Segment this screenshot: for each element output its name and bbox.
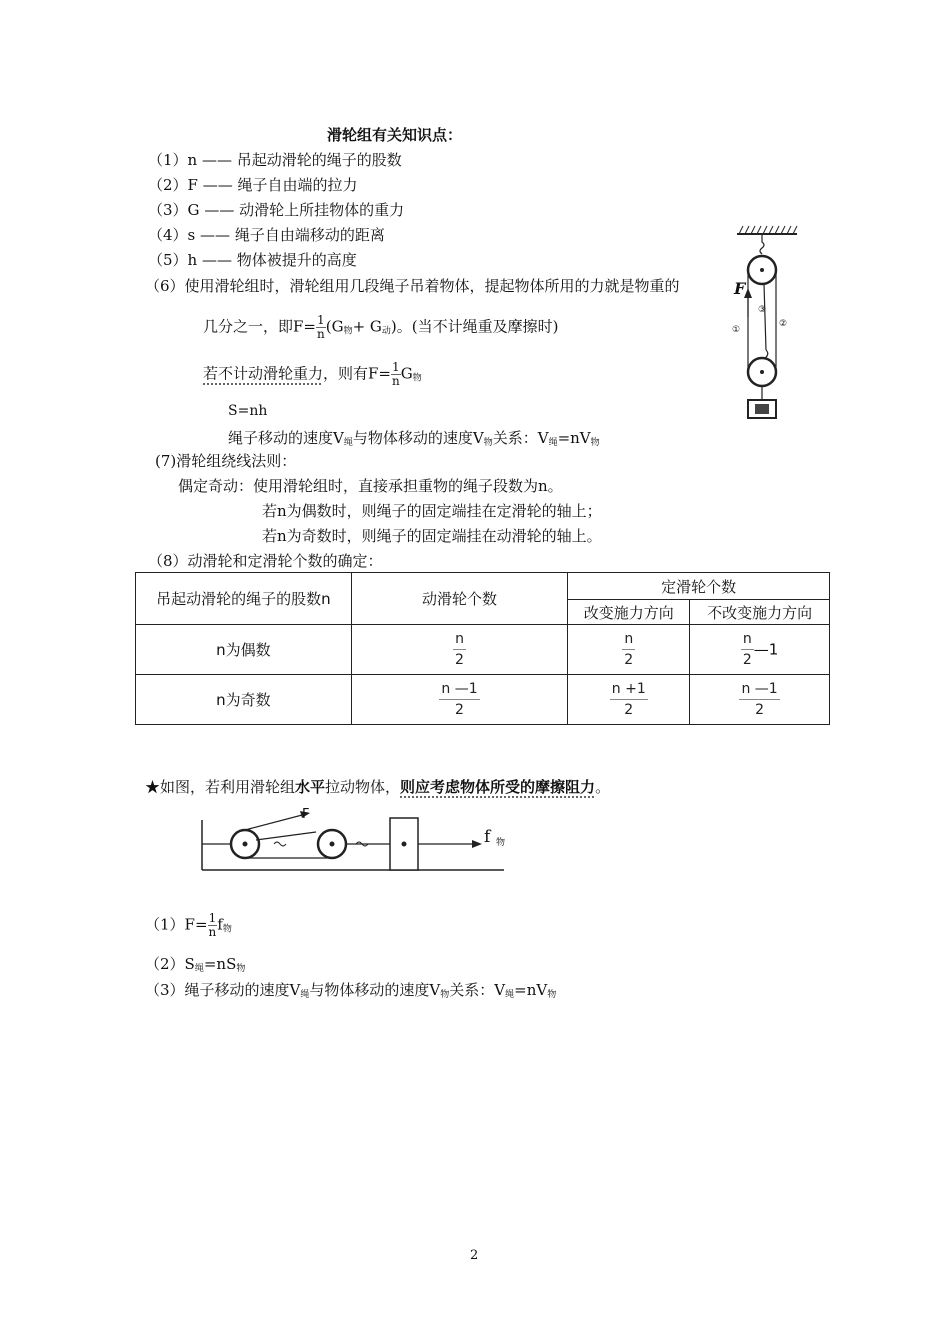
row-label: n为偶数 [136,625,352,675]
header-change: 改变施力方向 [568,600,690,625]
table-cell: $\frac{n —1}{2}$ [690,675,830,725]
label-wu: 物 [496,838,506,848]
fraction: $\frac{1}{n}$ [208,911,217,939]
header-n: 吊起动滑轮的绳子的股数n [136,573,352,625]
hook [760,234,764,254]
header-dong: 动滑轮个数 [351,573,568,625]
horiz-formula-3: （3）绳子移动的速度$V_绳$与物体移动的速度$V_物$关系：$V_绳=nV_物$ [145,981,557,1000]
list-item: （4）s —— 绳子自由端移动的距离 [148,226,385,244]
list-item: （2）F —— 绳子自由端的拉力 [148,176,358,194]
row-label: n为奇数 [136,675,352,725]
table-cell: $\frac{n +1}{2}$ [568,675,690,725]
list-item: （3）G —— 动滑轮上所挂物体的重力 [148,201,405,219]
table-cell: $\frac{n}{2}$ —1 [690,625,830,675]
horiz-formula-1: （1）F= $\frac{1}{n}$ $f_物$ [145,911,232,939]
list-item: （1）n —— 吊起动滑轮的绳子的股数 [148,151,402,169]
vertical-pulley-figure [722,222,812,422]
table-cell: $\frac{n —1}{2}$ [351,675,568,725]
item6-line1: （6）使用滑轮组时，滑轮组用几段绳子吊着物体，提起物体所用的力就是物重的 [145,277,680,295]
table-cell: $\frac{n}{2}$ [568,625,690,675]
item7-heading: (7)滑轮组绕线法则： [155,452,297,470]
item8-heading: （8）动滑轮和定滑轮个数的确定： [148,552,383,570]
header-nochange: 不改变施力方向 [690,600,830,625]
label-F: F [734,279,746,298]
item7-line2: 若n为偶数时，则绳子的固定端挂在定滑轮的轴上； [262,502,602,520]
pulley-count-table [135,572,830,725]
label-1: ① [732,325,741,335]
fraction: $\frac{1}{n}$ [316,313,325,341]
fraction: $\frac{1}{n}$ [392,360,400,388]
label-f: f [484,827,491,847]
item6-no-weight: 若不计动滑轮重力，则有F= $\frac{1}{n}$ $G_物$ [203,360,422,388]
formula-s: S=nh [228,403,268,419]
item6-formula: 几分之一，即F= $\frac{1}{n}$ $(G_物+ G_动)$。(当不计绳重及摩擦时) [203,313,559,341]
page-title: 滑轮组有关知识点： [327,126,463,144]
table-row [136,625,830,675]
horizontal-pulley-figure [196,800,536,875]
item7-line3: 若n为奇数时，则绳子的固定端挂在动滑轮的轴上。 [262,527,602,545]
table-cell: $\frac{n}{2}$ [351,625,568,675]
speed-relation: 绳子移动的速度$V_绳$与物体移动的速度$V_物$关系：$V_绳=nV_物$ [228,429,600,448]
table-row [136,675,830,725]
label-F: F [302,807,310,822]
label-3: ③ [758,305,767,315]
list-item: （5）h —— 物体被提升的高度 [148,251,357,269]
label-2: ② [779,319,788,329]
page-number: 2 [470,1248,479,1263]
item7-line1: 偶定奇动：使用滑轮组时，直接承担重物的绳子段数为n。 [178,477,563,495]
horizontal-note: ★如图，若利用滑轮组水平拉动物体，则应考虑物体所受的摩擦阻力。 [145,778,611,796]
header-ding: 定滑轮个数 [568,573,830,600]
horiz-formula-2: $(2)S_绳=nS_物$ [145,955,246,974]
